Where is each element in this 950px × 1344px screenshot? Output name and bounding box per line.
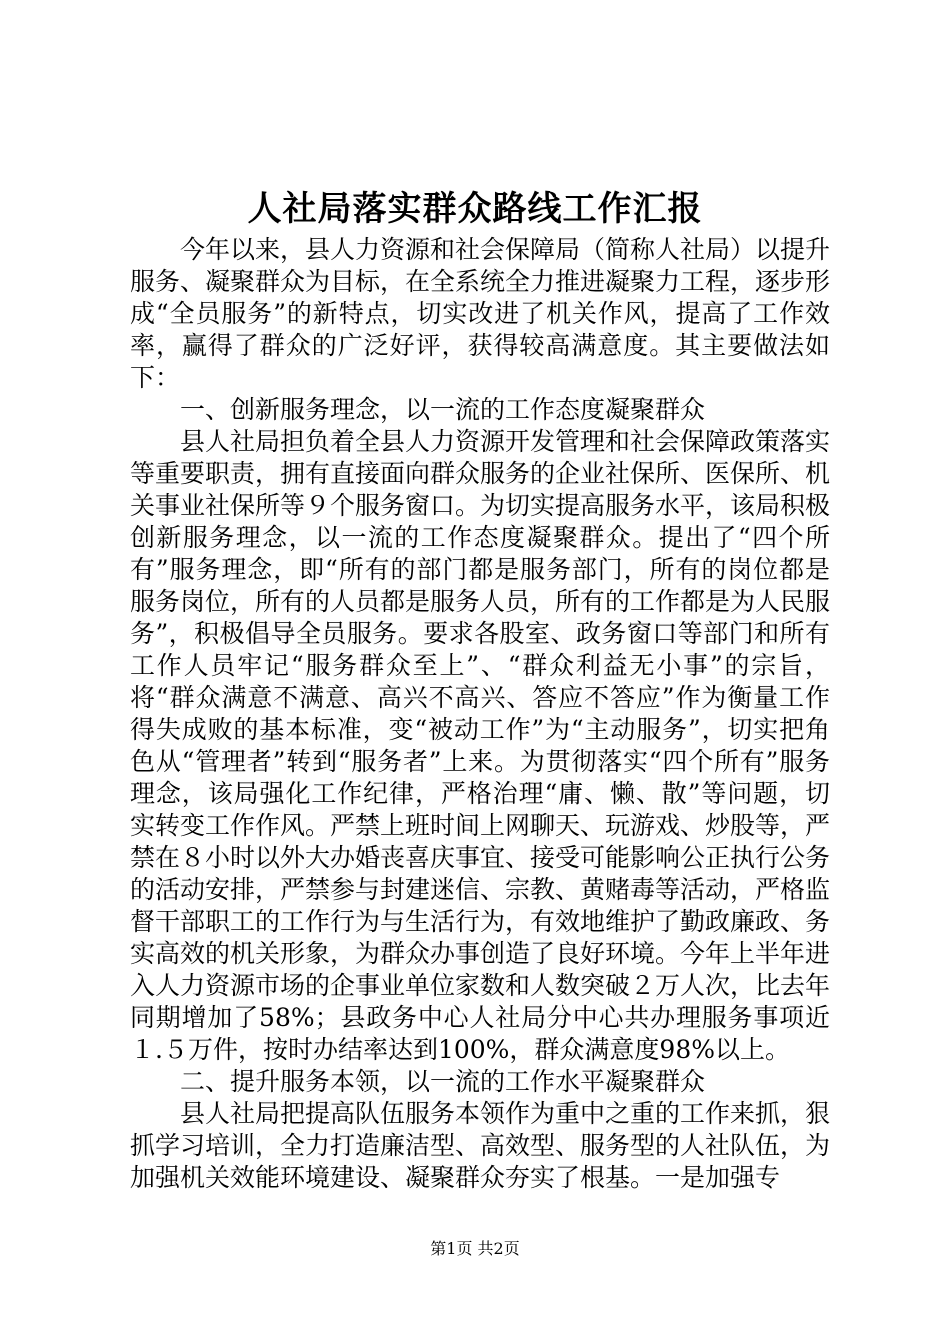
document-title: 人社局落实群众路线工作汇报 [247, 189, 703, 229]
intro-paragraph: 今年以来，县人力资源和社会保障局（简称人社局）以提升服务、凝聚群众为目标，在全系统全力推进凝聚力工程，逐步形成“全员服务”的新特点，切实改进了机关作风，提高了工作效率，赢得了群众的广泛好评，获得较高满意度。其主要做法如下： [130, 235, 831, 392]
section-1-paragraph: 县人社局担负着全县人力资源开发管理和社会保障政策落实等重要职责，拥有直接面向群众服务的企业社保所、医保所、机关事业社保所等９个服务窗口。为切实提高服务水平，该局积极创新服务理念，以一流的工作态度凝聚群众。提出了“四个所有”服务理念，即“所有的部门都是服务部门，所有的岗位都是服务岗位，所有的人员都是服务人员，所有的工作都是为人民服务”，积极倡导全员服务。要求各股室、政务窗口等部门和所有工作人员牢记“服务群众至上”、“群众利益无小事”的宗旨，将“群众满意不满意、高兴不高兴、答应不答应”作为衡量工作得失成败的基本标准，变“被动工作”为“主动服务”，切实把角色从“管理者”转到“服务者”上来。为贯彻落实“四个所有”服务理念，该局强化工作纪律，严格治理“庸、懒、散”等问题，切实转变工作作风。严禁上班时间上网聊天、玩游戏、炒股等，严禁在８小时以外大办婚丧喜庆事宜、接受可能影响公正执行公务的活动安排，严禁参与封建迷信、宗教、黄赌毒等活动，严格监督干部职工的工作行为与生活行为，有效地维护了勤政廉政、务实高效的机关形象，为群众办事创造了良好环境。今年上半年进入人力资源市场的企事业单位家数和人数突破２万人次，比去年同期增加了58%；县政务中心人社局分中心共办理服务事项近１.５万件，按时办结率达到100%，群众满意度98%以上。 [130, 427, 831, 1064]
page-footer: 第1页 共2页 [430, 1239, 520, 1258]
document-body [130, 234, 830, 1194]
section-heading-2: 二、提升服务本领，以一流的工作水平凝聚群众 [180, 1067, 706, 1096]
section-2-paragraph: 县人社局把提高队伍服务本领作为重中之重的工作来抓，狠抓学习培训，全力打造廉洁型、高效型、服务型的人社队伍，为加强机关效能环境建设、凝聚群众夯实了根基。一是加强专 [130, 1099, 831, 1192]
section-heading-1: 一、创新服务理念，以一流的工作态度凝聚群众 [180, 395, 706, 424]
